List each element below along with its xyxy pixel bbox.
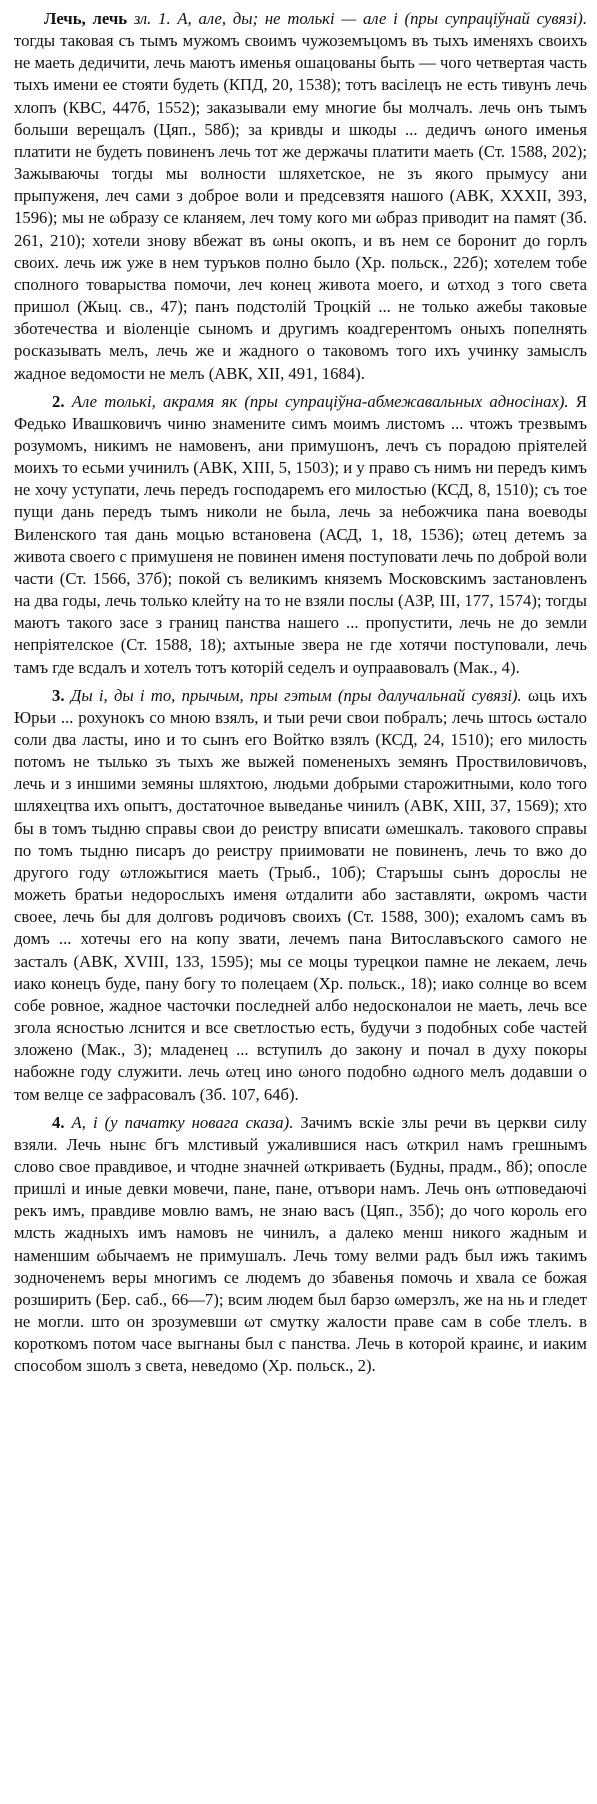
sense-3-number: 3. (52, 685, 65, 705)
sense-4-meaning: А, і (у пачатку новага сказа). (71, 1112, 294, 1132)
sense-2-text: Я Федько Ивашковичъ чиню знамените симъ моимъ листомъ ... чтожъ трезвымъ розумомъ, никимъ не намовенъ, ани примушонъ, лечъ съ порадою пріятелей моихъ то есьми учинилъ (АВК, XIII, 5, 1503); и у право съ нимъ ни передъ кимъ не хочу уступати, лечь передъ господаремъ его милостью (КСД, 8, 1510); съ тое пущи дань передъ тымъ николи не была, лечь за небожчика пана воеводы Виленского тая дань моцью встановена (АСД, 1, 18, 1536); ωтец детемъ за живота своего с примушеня не повинен именя поступовати лечь по доброй воли части (Ст. 1566, 37б); покой съ великимъ княземъ Московскимъ застановленъ на два годы, лечь только клейту на то не взяли послы (АЗР, III, 177, 1574); тогды маютъ такого засе з границ панства нашего ... пропустити, лечь не до земли непріятелское (Ст. 1588, 18); ахтыные звера не где хотячи поступовали, лечь тамъ где вcдалъ и хотелъ тотъ которій седелъ и оупраавовалъ (Мак., 4). (14, 391, 587, 677)
sense-3-text: ωць ихъ Юрьи ... рохунокъ со мною взялъ, и тыи речи свои побралъ; лечь штось ωстало соли два ласты, ино и то сынъ его Войтко взялъ (КСД, 24, 1510); его милость потомъ не тылько зъ тыхъ же выжей помененыхъ земянъ Проствиловичовъ, лечь и з иншими земяны шляхтою, людьми добрыми старожитными, коло того шляхецтва ихъ опытъ, достаточное выведанье чинилъ (АВК, XIII, 37, 1569); хто бы в томъ тыдню справы свои до реистру вписати ωмешкалъ. такового справы по томъ тыдню писаръ до реистру приимовати не повиненъ, лечь то вжо до другого году ωтложытися маеть (Трыб., 10б); Старъшы сынъ дорослы не можеть братьи недорослыхъ именя ωтдалити або заставляти, ωкромъ части своее, лечь бы для долговъ родичовъ своихъ (Ст. 1588, 300); ехаломъ самъ въ домъ ... хотечы его на копу звати, лечемъ пана Витославъского самого не засталъ (АВК, XVIII, 133, 1595); мы се моцы турецкои памне не лекаем, лечь иако конецъ буде, пану богу то полецаем (Хр. польск., 18); иако солнце во всем собе ровное, жадное часточки последней албо недосконалои не маеть, лечь все згола ясностью лснится и все светлостью есть, будучи з подобных собе частей зложено (Мак., 3); младенец ... вступилъ до закону и почал в духу покоры набожне году служити. лечь ωтец ино ωного подобно ωдного мелъ додавши о том велце се зафрасовалъ (Зб. 107, 64б). (14, 685, 587, 1104)
entry-paragraph-4 (14, 1112, 587, 1378)
sense-2-number: 2. (52, 391, 65, 411)
sense-1-text: тогды таковая съ тымъ мужомъ своимъ чужоземъцомъ въ тыхъ именяхъ своихъ не маеть дедичити, лечь маютъ именья ошацованы быть — чого четвертая часть тыхъ имени ее стояти будеть (КПД, 20, 1538); тотъ васілецъ не есть тивунъ лечь хлопъ (КВС, 447б, 1552); заказывали ему многие бы молчалъ. лечь онъ тымъ больши верещалъ (Цяп., 58б); за кривды и шкоды ... дедичъ ωного именья платити не будеть повиненъ лечь тот же держачы платити маеть (Ст. 1588, 202); Зажываючы тогды мы волности шляхетское, не зъ якого прымусу ани прыпуженя, леч сами з доброе воли и предсевзятя нашого (АВК, XXXII, 393, 1596); мы не ωбразу се кланяем, леч тому кого ми ωбраз приводит на памят (Зб. 261, 210); хотели знову вбежат въ ωны окопъ, и въ нем се боронит до горлъ своих. лечь иж уже в нем туръков полно было (Хр. польск., 22б); хотелем тобе сполного товарыства помочи, леч конец живота моего, и ωтход з того света пришол (Жыц. св., 47); панъ подстолій Троцкій ... не только ажебы таковые зботечества и віоленціе сыномъ и другимъ коадгерентомъ оныхъ попелнять росказывать мелъ, лечь же и жадного о таковомъ того ихъ учинку замыслъ жадное ведомости не мелъ (АВК, XII, 491, 1684). (14, 31, 587, 383)
headword: Лечь, лечь (44, 9, 128, 28)
sense-3-meaning: Ды і, ды і то, прычым, пры гэтым (пры далучальнай сувязі). (70, 685, 522, 705)
sense-1-gloss: зл. 1. А, але, ды; не толькі — але і (пры супраціўнай сувязі). (133, 9, 588, 28)
entry-paragraph-2 (14, 391, 587, 679)
sense-4-number: 4. (52, 1112, 65, 1132)
sense-4-text: Зачимъ вскіе злы речи въ церкви силу взяли. Лечь нынє бгъ млстивый ужалившися насъ ωткрил намъ грешнымъ слово свое правдивое, и чтодне значней ωткриваеть (Будны, прадм., 8б); опосле пришлі и иные девки мовечи, пане, пане, отъвори намъ. Лечь онъ ωтповедаючі рекъ имъ, правдиве мовлю вамъ, не знаю васъ (Цяп., 35б); до чого король его млсть жадныхъ имъ намовъ не чинилъ, а далеко менш никого жадным и наменшим ωбычаемъ не примушалъ. Лечь тому велми радъ был ижъ такимъ зодноченемъ веры многимъ се людемъ до збавенья помочь и хвала се божая розширить (Бер. саб., 66—7); всим людем был барзо ωмерзлъ, же на нь и гледет не могли. што он зрозумевши ωт смутку жалости праве сам в собе тлелъ. в короткомъ потом часе выгнаны был с панства. Лечь в которой краинє, и иаким способом зшолъ з света, неведомо (Хр. польск., 2). (14, 1112, 588, 1376)
sense-2-meaning: Але толькі, акрамя як (пры супраціўна-абмежавальных адносінах). (71, 391, 569, 411)
entry-paragraph-3 (14, 685, 587, 1106)
entry-paragraph-1 (14, 8, 587, 385)
